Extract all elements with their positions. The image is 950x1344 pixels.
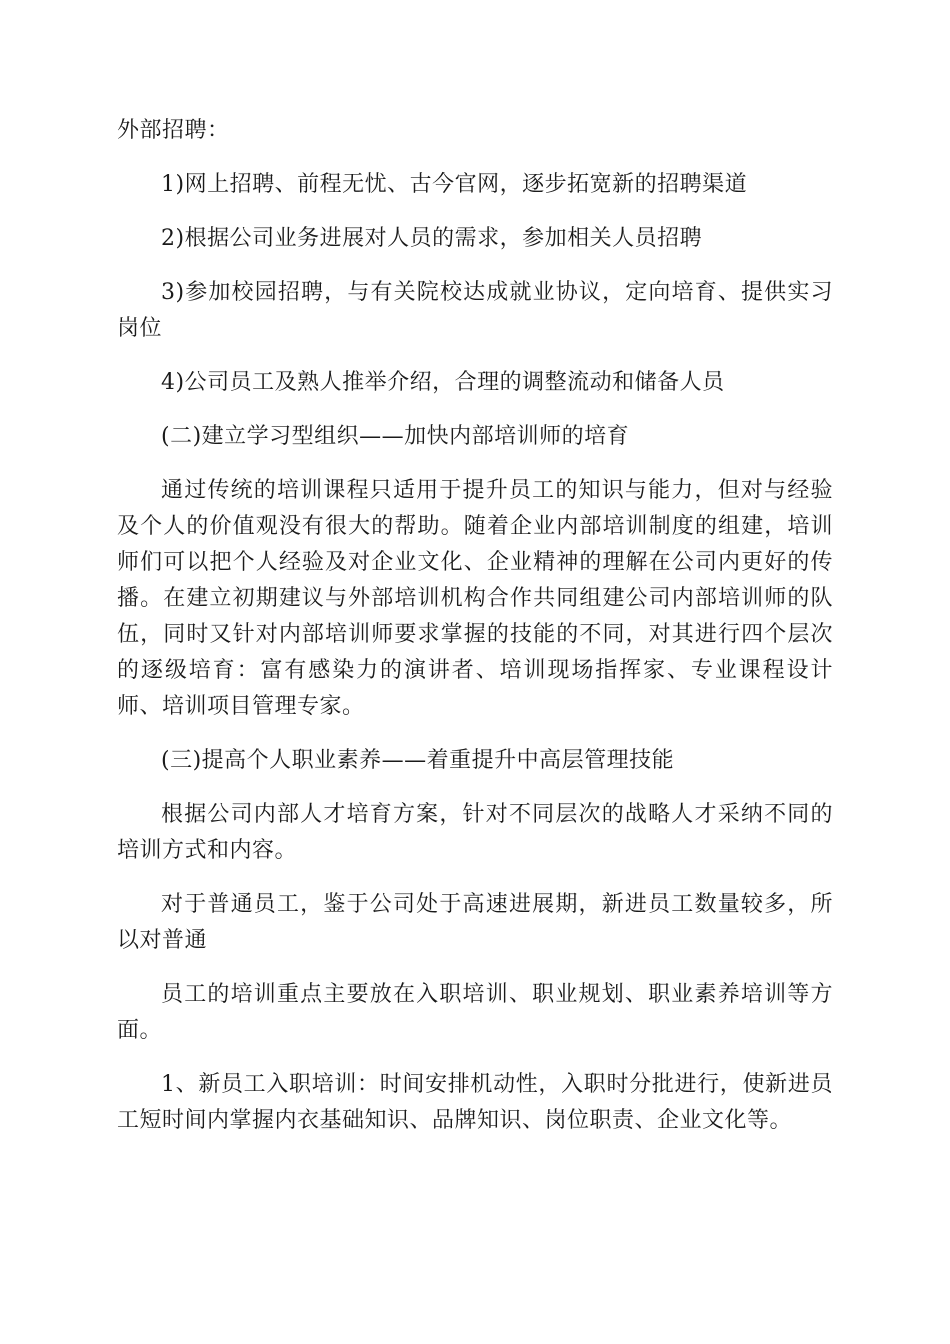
document-body [117,113,833,1139]
paragraph-item-2: 2)根据公司业务进展对人员的需求，参加相关人员招聘 [161,226,703,251]
paragraph-item-3: 3)参加校园招聘，与有关院校达成就业协议，定向培育、提供实习岗位 [117,280,833,341]
paragraph-external-recruitment: 外部招聘： [117,118,230,143]
paragraph-training-focus: 员工的培训重点主要放在入职培训、职业规划、职业素养培训等方面。 [117,982,833,1043]
paragraph-general-staff: 对于普通员工，鉴于公司处于高速进展期，新进员工数量较多，所以对普通 [117,892,833,953]
paragraph-item-1: 1)网上招聘、前程无忧、古今官网，逐步拓宽新的招聘渠道 [161,172,748,197]
paragraph-item-4: 4)公司员工及熟人推举介绍，合理的调整流动和储备人员 [161,370,725,395]
section-heading-2: (二)建立学习型组织——加快内部培训师的培育 [161,424,630,449]
paragraph-training-plan: 根据公司内部人才培育方案，针对不同层次的战略人才采纳不同的培训方式和内容。 [117,802,833,863]
paragraph-trainer-development: 通过传统的培训课程只适用于提升员工的知识与能力，但对与经验及个人的价值观没有很大的帮助。随着企业内部培训制度的组建，培训师们可以把个人经验及对企业文化、企业精神的理解在公司内更好的传播。在建立初期建议与外部培训机构合作共同组建公司内部培训师的队伍，同时又针对内部培训师要求掌握的技能的不同，对其进行四个层次的逐级培育：富有感染力的演讲者、培训现场指挥家、专业课程设计师、培训项目管理专家。 [117,478,833,719]
paragraph-new-employee-training: 1、新员工入职培训：时间安排机动性，入职时分批进行，使新进员工短时间内掌握内衣基础知识、品牌知识、岗位职责、企业文化等。 [117,1072,833,1133]
section-heading-3: (三)提高个人职业素养——着重提升中高层管理技能 [161,748,675,773]
